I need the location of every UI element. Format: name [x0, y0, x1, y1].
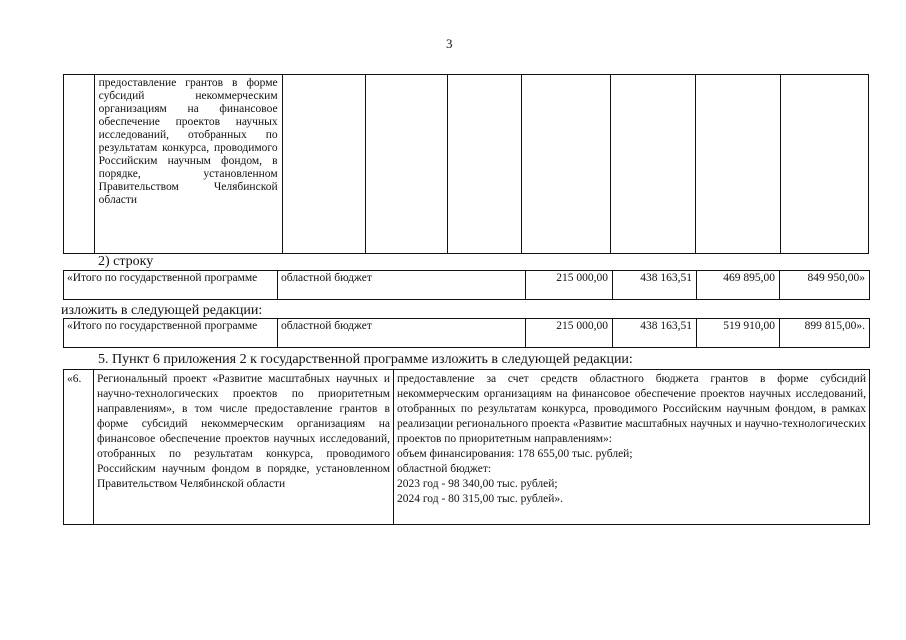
- empty-cell: [610, 75, 696, 254]
- item6-table: [63, 369, 870, 525]
- page-number: 3: [446, 36, 453, 51]
- replace-label: изложить в следующей редакции:: [61, 303, 263, 318]
- new-total-row: [63, 318, 870, 348]
- item-budget: областной бюджет:: [397, 463, 492, 475]
- item-number: «6.: [64, 370, 94, 525]
- empty-cell: [781, 75, 869, 254]
- row-value-3: 519 910,00: [697, 319, 780, 348]
- row-value-3: 469 895,00: [697, 271, 780, 300]
- empty-cell: [448, 75, 522, 254]
- row-value-4: 899 815,00».: [780, 319, 870, 348]
- empty-cell: [64, 75, 95, 254]
- section-5-label: 5. Пункт 6 приложения 2 к государственной программе изложить в следующей редакции:: [98, 352, 633, 367]
- item-year-2023: 2023 год - 98 340,00 тыс. рублей;: [397, 478, 558, 490]
- section-2-label: 2) строку: [98, 254, 154, 269]
- item-left-description: Региональный проект «Развитие масштабных научных и научно-технологических проектов по приоритетным направлениям», в том числе предоставление грантов в форме субсидий некоммерческим организациям на финансовое обеспечение проектов научных исследований, отобранных по результатам конкурса, проводимого Российским научным фондом в порядке, установленном Правительством Челябинской области: [94, 370, 394, 525]
- empty-cell: [366, 75, 448, 254]
- empty-cell: [282, 75, 366, 254]
- row-source: областной бюджет: [278, 319, 526, 348]
- item-funding: объем финансирования: 178 655,00 тыс. рублей;: [397, 448, 633, 460]
- row-source: областной бюджет: [278, 271, 526, 300]
- row-value-1: 215 000,00: [526, 319, 613, 348]
- empty-cell: [696, 75, 781, 254]
- item-right-main: предоставление за счет средств областного бюджета грантов в форме субсидий некоммерческим организациям на финансовое обеспечение проектов научных исследований, отобранных по результатам конкурса, проводимого Российским научным фондом, в рамках реализации регионального проекта «Развитие масштабных научных и научно-технологических проектов по приоритетным направлениям»:: [397, 373, 866, 445]
- grant-description: предоставление грантов в форме субсидий некоммерческим организациям на финансовое обеспечение проектов научных исследований, отобранных по результатам конкурса, проводимого Российским научным фондом, в порядке, установленном Правительством Челябинской области: [94, 75, 282, 254]
- item-year-2024: 2024 год - 80 315,00 тыс. рублей».: [397, 493, 564, 505]
- row-name: «Итого по государственной программе: [64, 319, 278, 348]
- grant-table: [63, 74, 869, 254]
- row-name: «Итого по государственной программе: [64, 271, 278, 300]
- row-value-1: 215 000,00: [526, 271, 613, 300]
- item-right-cell: [394, 370, 870, 525]
- row-value-4: 849 950,00»: [780, 271, 870, 300]
- old-total-row: [63, 270, 870, 300]
- row-value-2: 438 163,51: [613, 271, 697, 300]
- row-value-2: 438 163,51: [613, 319, 697, 348]
- empty-cell: [521, 75, 610, 254]
